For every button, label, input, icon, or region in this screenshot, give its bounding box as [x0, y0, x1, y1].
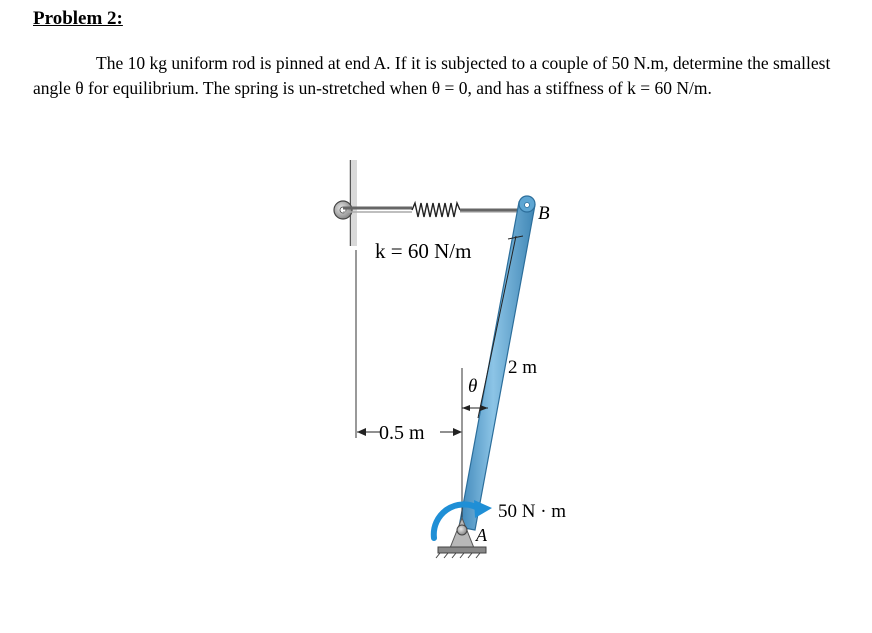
label-B: B: [538, 203, 550, 224]
problem-statement: The 10 kg uniform rod is pinned at end A. If it is subjected to a couple of 50 N.m, determine the smallest angle θ for equilibrium. The spring is un-stretched when θ = 0, and has a stiffness of k = 60 N/m.: [33, 53, 831, 98]
offset-label: 0.5 m: [379, 422, 425, 444]
spring-anchor-pin: [334, 201, 352, 219]
rod-length-label: 2 m: [508, 357, 538, 378]
spring-stiffness-label: k = 60 N/m: [375, 239, 472, 263]
label-A: A: [476, 525, 487, 545]
couple-label: 50 N · m: [498, 501, 567, 522]
problem-title: Problem 2:: [33, 8, 123, 29]
wall-support: [351, 160, 357, 246]
spring: [343, 203, 523, 217]
angle-theta-label: θ: [468, 376, 478, 397]
